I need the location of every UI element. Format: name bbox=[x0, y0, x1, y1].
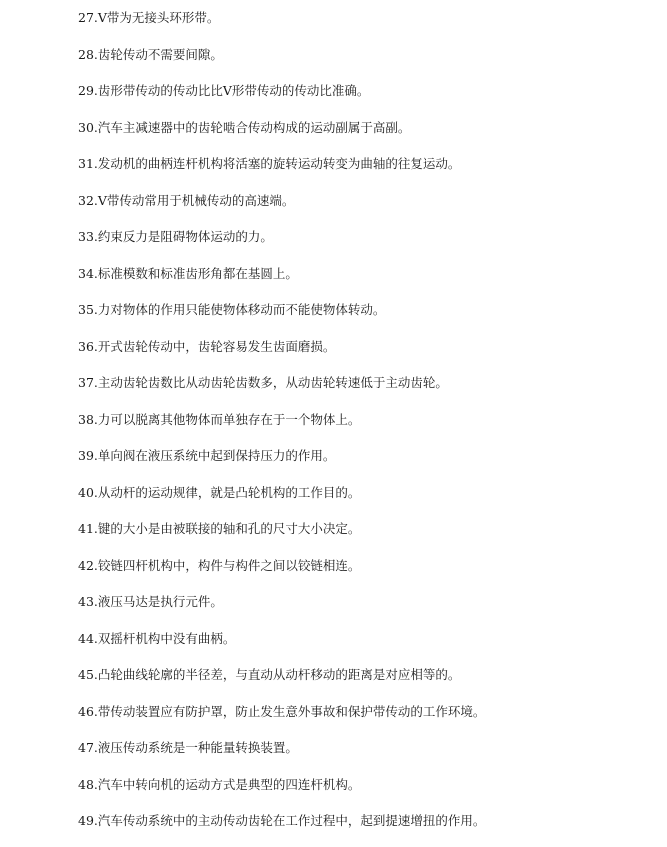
question-number: 48. bbox=[78, 776, 98, 792]
question-item bbox=[78, 263, 658, 300]
question-number: 27. bbox=[78, 10, 98, 25]
true-false-question-list bbox=[78, 7, 658, 847]
question-item bbox=[78, 518, 658, 555]
question-text: 汽车传动系统中的主动传动齿轮在工作过程中，起到提速增扭的作用。 bbox=[97, 813, 486, 828]
question-text: 力对物体的作用只能使物体移动而不能使物体转动。 bbox=[97, 302, 386, 317]
question-number: 40. bbox=[78, 484, 98, 500]
question-item bbox=[78, 299, 658, 336]
question-item bbox=[78, 117, 658, 154]
question-text: 液压马达是执行元件。 bbox=[97, 594, 223, 609]
question-text: V带传动常用于机械传动的高速端。 bbox=[97, 192, 295, 208]
question-item bbox=[78, 810, 658, 847]
question-number: 37. bbox=[78, 375, 98, 390]
question-item bbox=[78, 737, 658, 774]
question-number: 34. bbox=[78, 265, 98, 281]
question-text: V带为无接头环形带。 bbox=[97, 10, 220, 25]
question-text: 铰链四杆机构中，构件与构件之间以铰链相连。 bbox=[97, 557, 361, 573]
question-text: 凸轮曲线轮廓的半径差，与直动从动杆移动的距离是对应相等的。 bbox=[97, 667, 461, 682]
question-text: 带传动装置应有防护罩，防止发生意外事故和保护带传动的工作环境。 bbox=[97, 703, 486, 719]
question-item bbox=[78, 555, 658, 592]
question-number: 49. bbox=[78, 813, 98, 828]
question-item bbox=[78, 226, 658, 263]
question-number: 43. bbox=[78, 594, 98, 609]
question-item bbox=[78, 190, 658, 227]
question-number: 41. bbox=[78, 521, 98, 536]
question-item bbox=[78, 44, 658, 81]
question-text: 力可以脱离其他物体而单独存在于一个物体上。 bbox=[97, 411, 361, 427]
question-item bbox=[78, 409, 658, 446]
question-text: 键的大小是由被联接的轴和孔的尺寸大小决定。 bbox=[97, 521, 361, 536]
question-text: 双摇杆机构中没有曲柄。 bbox=[97, 630, 236, 646]
question-number: 30. bbox=[78, 119, 98, 135]
question-item bbox=[78, 774, 658, 811]
question-item bbox=[78, 591, 658, 628]
question-text: 发动机的曲柄连杆机构将活塞的旋转运动转变为曲轴的往复运动。 bbox=[97, 156, 461, 171]
question-text: 齿轮传动不需要间隙。 bbox=[97, 46, 223, 62]
question-item bbox=[78, 701, 658, 738]
question-number: 42. bbox=[78, 557, 98, 573]
question-text: 齿形带传动的传动比比V形带传动的传动比准确。 bbox=[97, 83, 370, 98]
question-item bbox=[78, 7, 658, 44]
question-text: 汽车中转向机的运动方式是典型的四连杆机构。 bbox=[97, 776, 361, 792]
question-number: 32. bbox=[78, 192, 98, 208]
question-number: 44. bbox=[78, 630, 98, 646]
question-text: 单向阀在液压系统中起到保持压力的作用。 bbox=[97, 448, 336, 463]
question-item bbox=[78, 336, 658, 373]
question-number: 28. bbox=[78, 46, 98, 62]
question-text: 开式齿轮传动中，齿轮容易发生齿面磨损。 bbox=[97, 338, 336, 354]
question-item bbox=[78, 80, 658, 117]
question-number: 39. bbox=[78, 448, 98, 463]
question-text: 汽车主减速器中的齿轮啮合传动构成的运动副属于高副。 bbox=[97, 119, 411, 135]
question-item bbox=[78, 153, 658, 190]
question-number: 47. bbox=[78, 740, 98, 755]
question-text: 标准模数和标准齿形角都在基圆上。 bbox=[97, 265, 298, 281]
question-text: 约束反力是阻碍物体运动的力。 bbox=[97, 229, 273, 244]
question-item bbox=[78, 482, 658, 519]
question-number: 36. bbox=[78, 338, 98, 354]
question-number: 33. bbox=[78, 229, 98, 244]
question-text: 从动杆的运动规律，就是凸轮机构的工作目的。 bbox=[97, 484, 361, 500]
question-number: 38. bbox=[78, 411, 98, 427]
question-item bbox=[78, 664, 658, 701]
question-item bbox=[78, 445, 658, 482]
question-number: 35. bbox=[78, 302, 98, 317]
question-item bbox=[78, 372, 658, 409]
question-number: 45. bbox=[78, 667, 98, 682]
question-text: 液压传动系统是一种能量转换装置。 bbox=[97, 740, 298, 755]
question-number: 29. bbox=[78, 83, 98, 98]
question-text: 主动齿轮齿数比从动齿轮齿数多，从动齿轮转速低于主动齿轮。 bbox=[97, 375, 448, 390]
question-item bbox=[78, 628, 658, 665]
question-number: 46. bbox=[78, 703, 98, 719]
question-number: 31. bbox=[78, 156, 98, 171]
